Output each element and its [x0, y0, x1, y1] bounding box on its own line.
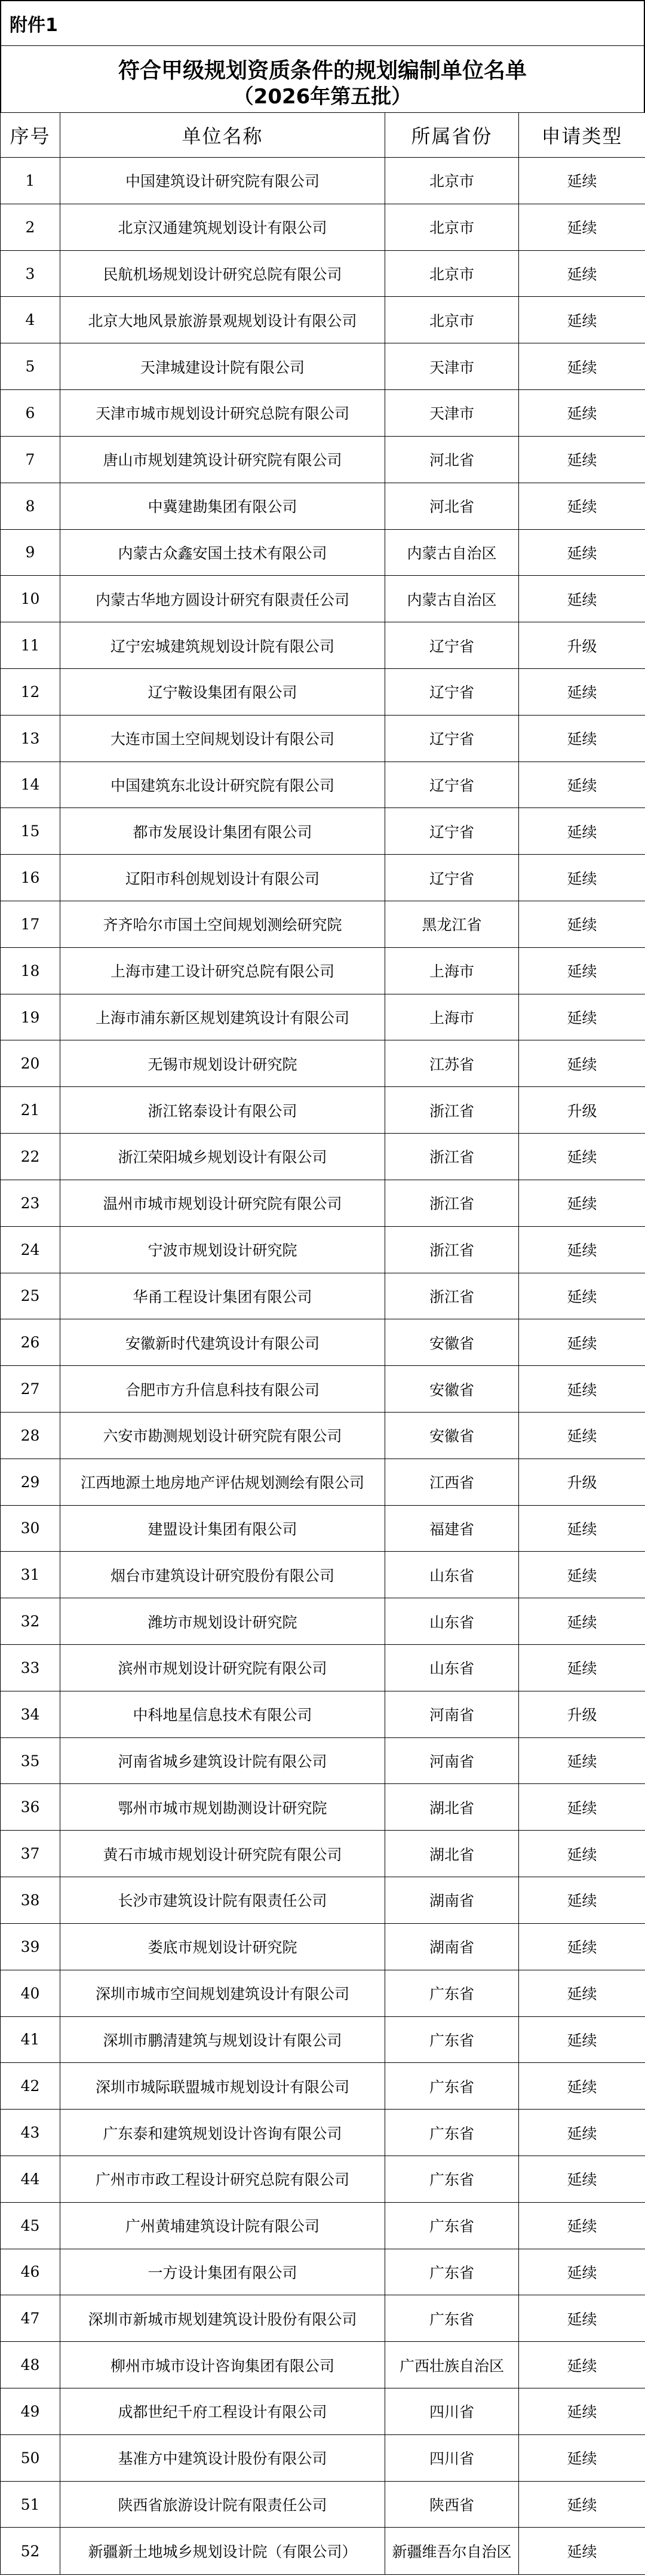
cell-unit-name: 宁波市规划设计研究院 — [60, 1226, 385, 1273]
cell-province: 四川省 — [385, 2388, 519, 2435]
cell-province: 广东省 — [385, 2202, 519, 2249]
cell-serial-number: 17 — [1, 901, 60, 948]
cell-province: 浙江省 — [385, 1226, 519, 1273]
cell-province: 辽宁省 — [385, 668, 519, 715]
table-header-row — [1, 113, 645, 158]
cell-application-type: 延续 — [519, 1598, 645, 1645]
table-row — [1, 158, 645, 204]
cell-application-type: 延续 — [519, 1505, 645, 1552]
table-row — [1, 2063, 645, 2110]
cell-serial-number: 19 — [1, 994, 60, 1040]
cell-unit-name: 江西地源土地房地产评估规划测绘有限公司 — [60, 1459, 385, 1505]
cell-unit-name: 辽宁宏城建筑规划设计院有限公司 — [60, 622, 385, 669]
cell-serial-number: 27 — [1, 1366, 60, 1413]
cell-province: 广东省 — [385, 2295, 519, 2342]
cell-province: 湖北省 — [385, 1784, 519, 1831]
cell-serial-number: 24 — [1, 1226, 60, 1273]
cell-province: 河南省 — [385, 1737, 519, 1784]
cell-province: 广东省 — [385, 2016, 519, 2063]
cell-unit-name: 内蒙古众鑫安国土技术有限公司 — [60, 529, 385, 576]
cell-unit-name: 基准方中建筑设计股份有限公司 — [60, 2434, 385, 2481]
cell-application-type: 延续 — [519, 2481, 645, 2528]
cell-application-type: 延续 — [519, 204, 645, 250]
header-application-type: 申请类型 — [519, 113, 645, 158]
cell-application-type: 延续 — [519, 2434, 645, 2481]
cell-unit-name: 齐齐哈尔市国土空间规划测绘研究院 — [60, 901, 385, 948]
table-row — [1, 436, 645, 483]
cell-application-type: 延续 — [519, 855, 645, 901]
cell-application-type: 延续 — [519, 390, 645, 437]
header-unit-name: 单位名称 — [60, 113, 385, 158]
cell-unit-name: 长沙市建筑设计院有限责任公司 — [60, 1877, 385, 1924]
cell-serial-number: 25 — [1, 1273, 60, 1319]
cell-application-type: 升级 — [519, 622, 645, 669]
cell-unit-name: 内蒙古华地方圆设计研究有限责任公司 — [60, 576, 385, 622]
table-row — [1, 390, 645, 437]
cell-application-type: 延续 — [519, 1831, 645, 1877]
cell-application-type: 延续 — [519, 1180, 645, 1226]
cell-province: 辽宁省 — [385, 762, 519, 808]
cell-unit-name: 北京汉通建筑规划设计有限公司 — [60, 204, 385, 250]
table-row — [1, 1412, 645, 1459]
cell-unit-name: 潍坊市规划设计研究院 — [60, 1598, 385, 1645]
cell-province: 湖南省 — [385, 1877, 519, 1924]
table-row — [1, 2249, 645, 2295]
header-province: 所属省份 — [385, 113, 519, 158]
cell-unit-name: 无锡市规划设计研究院 — [60, 1040, 385, 1087]
table-row — [1, 2481, 645, 2528]
cell-unit-name: 广州黄埔建筑设计院有限公司 — [60, 2202, 385, 2249]
cell-unit-name: 深圳市城际联盟城市规划设计有限公司 — [60, 2063, 385, 2110]
cell-serial-number: 44 — [1, 2156, 60, 2202]
cell-serial-number: 36 — [1, 1784, 60, 1831]
cell-serial-number: 39 — [1, 1923, 60, 1970]
cell-province: 广东省 — [385, 2063, 519, 2110]
cell-unit-name: 成都世纪千府工程设计有限公司 — [60, 2388, 385, 2435]
cell-application-type: 延续 — [519, 1737, 645, 1784]
table-row — [1, 622, 645, 669]
cell-application-type: 延续 — [519, 1319, 645, 1366]
cell-serial-number: 4 — [1, 297, 60, 343]
cell-unit-name: 中科地星信息技术有限公司 — [60, 1691, 385, 1737]
cell-serial-number: 43 — [1, 2110, 60, 2156]
cell-serial-number: 14 — [1, 762, 60, 808]
cell-application-type: 延续 — [519, 250, 645, 297]
cell-unit-name: 浙江铭泰设计有限公司 — [60, 1087, 385, 1134]
cell-province: 湖北省 — [385, 1831, 519, 1877]
cell-application-type: 延续 — [519, 1412, 645, 1459]
table-row — [1, 297, 645, 343]
cell-serial-number: 2 — [1, 204, 60, 250]
cell-province: 北京市 — [385, 158, 519, 204]
cell-application-type: 延续 — [519, 762, 645, 808]
table-row — [1, 855, 645, 901]
table-row — [1, 483, 645, 529]
cell-serial-number: 40 — [1, 1970, 60, 2016]
cell-application-type: 延续 — [519, 1552, 645, 1598]
cell-province: 北京市 — [385, 250, 519, 297]
cell-unit-name: 深圳市新城市规划建筑设计股份有限公司 — [60, 2295, 385, 2342]
table-row — [1, 1970, 645, 2016]
cell-unit-name: 上海市浦东新区规划建筑设计有限公司 — [60, 994, 385, 1040]
cell-province: 辽宁省 — [385, 855, 519, 901]
cell-serial-number: 12 — [1, 668, 60, 715]
table-row — [1, 2156, 645, 2202]
cell-province: 广东省 — [385, 2110, 519, 2156]
cell-unit-name: 烟台市建筑设计研究股份有限公司 — [60, 1552, 385, 1598]
cell-application-type: 延续 — [519, 1040, 645, 1087]
cell-province: 广西壮族自治区 — [385, 2342, 519, 2388]
cell-unit-name: 辽宁鞍设集团有限公司 — [60, 668, 385, 715]
cell-province: 浙江省 — [385, 1180, 519, 1226]
cell-province: 陕西省 — [385, 2481, 519, 2528]
cell-unit-name: 中国建筑东北设计研究院有限公司 — [60, 762, 385, 808]
cell-unit-name: 辽阳市科创规划设计有限公司 — [60, 855, 385, 901]
cell-serial-number: 1 — [1, 158, 60, 204]
roster-table — [0, 112, 645, 2575]
cell-application-type: 延续 — [519, 808, 645, 855]
cell-serial-number: 21 — [1, 1087, 60, 1134]
cell-serial-number: 23 — [1, 1180, 60, 1226]
cell-province: 内蒙古自治区 — [385, 529, 519, 576]
cell-serial-number: 48 — [1, 2342, 60, 2388]
cell-application-type: 升级 — [519, 1087, 645, 1134]
cell-serial-number: 45 — [1, 2202, 60, 2249]
cell-unit-name: 中国建筑设计研究院有限公司 — [60, 158, 385, 204]
table-row — [1, 2434, 645, 2481]
cell-application-type: 延续 — [519, 1366, 645, 1413]
cell-unit-name: 新疆新土地城乡规划设计院（有限公司） — [60, 2528, 385, 2575]
cell-serial-number: 47 — [1, 2295, 60, 2342]
cell-application-type: 延续 — [519, 947, 645, 994]
table-row — [1, 1273, 645, 1319]
table-row — [1, 204, 645, 250]
table-row — [1, 1087, 645, 1134]
cell-application-type: 延续 — [519, 994, 645, 1040]
cell-province: 浙江省 — [385, 1134, 519, 1180]
cell-application-type: 延续 — [519, 2528, 645, 2575]
cell-unit-name: 鄂州市城市规划勘测设计研究院 — [60, 1784, 385, 1831]
cell-unit-name: 黄石市城市规划设计研究院有限公司 — [60, 1831, 385, 1877]
table-row — [1, 901, 645, 948]
cell-province: 浙江省 — [385, 1273, 519, 1319]
cell-province: 辽宁省 — [385, 808, 519, 855]
cell-application-type: 延续 — [519, 2388, 645, 2435]
cell-serial-number: 37 — [1, 1831, 60, 1877]
cell-application-type: 延续 — [519, 2156, 645, 2202]
cell-province: 浙江省 — [385, 1087, 519, 1134]
cell-serial-number: 38 — [1, 1877, 60, 1924]
cell-province: 天津市 — [385, 343, 519, 390]
cell-province: 江苏省 — [385, 1040, 519, 1087]
cell-serial-number: 16 — [1, 855, 60, 901]
cell-province: 安徽省 — [385, 1412, 519, 1459]
cell-serial-number: 30 — [1, 1505, 60, 1552]
table-row — [1, 668, 645, 715]
cell-application-type: 延续 — [519, 2063, 645, 2110]
cell-unit-name: 浙江荣阳城乡规划设计有限公司 — [60, 1134, 385, 1180]
document-subtitle: （2026年第五批） — [233, 85, 412, 109]
cell-province: 上海市 — [385, 994, 519, 1040]
table-row — [1, 1459, 645, 1505]
cell-application-type: 延续 — [519, 576, 645, 622]
table-row — [1, 715, 645, 762]
cell-serial-number: 31 — [1, 1552, 60, 1598]
cell-application-type: 升级 — [519, 1459, 645, 1505]
cell-application-type: 延续 — [519, 158, 645, 204]
cell-unit-name: 河南省城乡建筑设计院有限公司 — [60, 1737, 385, 1784]
table-row — [1, 947, 645, 994]
cell-unit-name: 安徽新时代建筑设计有限公司 — [60, 1319, 385, 1366]
cell-unit-name: 深圳市城市空间规划建筑设计有限公司 — [60, 1970, 385, 2016]
cell-province: 新疆维吾尔自治区 — [385, 2528, 519, 2575]
cell-application-type: 延续 — [519, 1226, 645, 1273]
table-row — [1, 1366, 645, 1413]
table-row — [1, 1552, 645, 1598]
table-row — [1, 343, 645, 390]
cell-serial-number: 46 — [1, 2249, 60, 2295]
cell-application-type: 延续 — [519, 1273, 645, 1319]
cell-application-type: 延续 — [519, 1134, 645, 1180]
cell-application-type: 延续 — [519, 1923, 645, 1970]
cell-province: 安徽省 — [385, 1319, 519, 1366]
table-row — [1, 808, 645, 855]
cell-province: 上海市 — [385, 947, 519, 994]
cell-unit-name: 娄底市规划设计研究院 — [60, 1923, 385, 1970]
cell-unit-name: 北京大地风景旅游景观规划设计有限公司 — [60, 297, 385, 343]
cell-province: 山东省 — [385, 1645, 519, 1691]
cell-unit-name: 中冀建勘集团有限公司 — [60, 483, 385, 529]
cell-serial-number: 5 — [1, 343, 60, 390]
cell-serial-number: 33 — [1, 1645, 60, 1691]
cell-unit-name: 柳州市城市设计咨询集团有限公司 — [60, 2342, 385, 2388]
title-block — [0, 45, 645, 112]
cell-unit-name: 一方设计集团有限公司 — [60, 2249, 385, 2295]
cell-serial-number: 18 — [1, 947, 60, 994]
cell-serial-number: 29 — [1, 1459, 60, 1505]
cell-serial-number: 28 — [1, 1412, 60, 1459]
cell-province: 湖南省 — [385, 1923, 519, 1970]
cell-application-type: 延续 — [519, 343, 645, 390]
header-serial-number: 序号 — [1, 113, 60, 158]
cell-application-type: 延续 — [519, 715, 645, 762]
cell-unit-name: 滨州市规划设计研究院有限公司 — [60, 1645, 385, 1691]
table-row — [1, 1134, 645, 1180]
cell-unit-name: 大连市国土空间规划设计有限公司 — [60, 715, 385, 762]
cell-application-type: 升级 — [519, 1691, 645, 1737]
cell-unit-name: 建盟设计集团有限公司 — [60, 1505, 385, 1552]
cell-serial-number: 41 — [1, 2016, 60, 2063]
cell-unit-name: 合肥市方升信息科技有限公司 — [60, 1366, 385, 1413]
cell-unit-name: 民航机场规划设计研究总院有限公司 — [60, 250, 385, 297]
cell-province: 广东省 — [385, 2249, 519, 2295]
table-row — [1, 1226, 645, 1273]
table-row — [1, 2110, 645, 2156]
cell-serial-number: 34 — [1, 1691, 60, 1737]
table-row — [1, 2342, 645, 2388]
cell-province: 山东省 — [385, 1598, 519, 1645]
cell-province: 河南省 — [385, 1691, 519, 1737]
cell-serial-number: 35 — [1, 1737, 60, 1784]
cell-unit-name: 深圳市鹏清建筑与规划设计有限公司 — [60, 2016, 385, 2063]
table-row — [1, 1598, 645, 1645]
cell-serial-number: 6 — [1, 390, 60, 437]
cell-application-type: 延续 — [519, 436, 645, 483]
cell-serial-number: 10 — [1, 576, 60, 622]
table-row — [1, 2202, 645, 2249]
cell-application-type: 延续 — [519, 2110, 645, 2156]
cell-serial-number: 9 — [1, 529, 60, 576]
cell-province: 山东省 — [385, 1552, 519, 1598]
cell-application-type: 延续 — [519, 2202, 645, 2249]
cell-unit-name: 温州市城市规划设计研究院有限公司 — [60, 1180, 385, 1226]
cell-unit-name: 华甬工程设计集团有限公司 — [60, 1273, 385, 1319]
cell-serial-number: 20 — [1, 1040, 60, 1087]
table-row — [1, 2528, 645, 2575]
cell-application-type: 延续 — [519, 483, 645, 529]
cell-province: 福建省 — [385, 1505, 519, 1552]
cell-province: 四川省 — [385, 2434, 519, 2481]
cell-province: 黑龙江省 — [385, 901, 519, 948]
cell-province: 广东省 — [385, 2156, 519, 2202]
cell-application-type: 延续 — [519, 2249, 645, 2295]
cell-serial-number: 32 — [1, 1598, 60, 1645]
cell-application-type: 延续 — [519, 2295, 645, 2342]
cell-province: 北京市 — [385, 297, 519, 343]
table-row — [1, 529, 645, 576]
cell-province: 北京市 — [385, 204, 519, 250]
cell-application-type: 延续 — [519, 529, 645, 576]
cell-unit-name: 上海市建工设计研究总院有限公司 — [60, 947, 385, 994]
table-row — [1, 1923, 645, 1970]
table-row — [1, 1319, 645, 1366]
cell-serial-number: 52 — [1, 2528, 60, 2575]
cell-application-type: 延续 — [519, 297, 645, 343]
table-row — [1, 1180, 645, 1226]
cell-province: 广东省 — [385, 1970, 519, 2016]
table-row — [1, 576, 645, 622]
table-row — [1, 2295, 645, 2342]
cell-serial-number: 8 — [1, 483, 60, 529]
table-row — [1, 250, 645, 297]
cell-province: 河北省 — [385, 483, 519, 529]
cell-serial-number: 26 — [1, 1319, 60, 1366]
cell-application-type: 延续 — [519, 2016, 645, 2063]
cell-unit-name: 陕西省旅游设计院有限责任公司 — [60, 2481, 385, 2528]
table-row — [1, 1877, 645, 1924]
cell-serial-number: 42 — [1, 2063, 60, 2110]
cell-serial-number: 7 — [1, 436, 60, 483]
cell-unit-name: 天津城建设计院有限公司 — [60, 343, 385, 390]
cell-province: 安徽省 — [385, 1366, 519, 1413]
cell-application-type: 延续 — [519, 668, 645, 715]
cell-application-type: 延续 — [519, 1877, 645, 1924]
cell-unit-name: 广州市市政工程设计研究总院有限公司 — [60, 2156, 385, 2202]
table-row — [1, 1737, 645, 1784]
table-row — [1, 1831, 645, 1877]
table-row — [1, 1691, 645, 1737]
cell-application-type: 延续 — [519, 1970, 645, 2016]
cell-application-type: 延续 — [519, 1645, 645, 1691]
cell-serial-number: 3 — [1, 250, 60, 297]
cell-unit-name: 广东泰和建筑规划设计咨询有限公司 — [60, 2110, 385, 2156]
cell-unit-name: 六安市勘测规划设计研究院有限公司 — [60, 1412, 385, 1459]
cell-serial-number: 22 — [1, 1134, 60, 1180]
cell-serial-number: 51 — [1, 2481, 60, 2528]
attachment-label: 附件1 — [0, 0, 645, 46]
table-row — [1, 2016, 645, 2063]
cell-serial-number: 11 — [1, 622, 60, 669]
document-title: 符合甲级规划资质条件的规划编制单位名单 — [118, 59, 527, 83]
cell-serial-number: 15 — [1, 808, 60, 855]
cell-province: 辽宁省 — [385, 715, 519, 762]
cell-unit-name: 天津市城市规划设计研究总院有限公司 — [60, 390, 385, 437]
cell-application-type: 延续 — [519, 901, 645, 948]
table-row — [1, 994, 645, 1040]
table-row — [1, 1505, 645, 1552]
table-body — [1, 158, 645, 2575]
table-row — [1, 2388, 645, 2435]
cell-province: 内蒙古自治区 — [385, 576, 519, 622]
cell-unit-name: 都市发展设计集团有限公司 — [60, 808, 385, 855]
cell-serial-number: 49 — [1, 2388, 60, 2435]
table-row — [1, 1040, 645, 1087]
cell-serial-number: 50 — [1, 2434, 60, 2481]
cell-application-type: 延续 — [519, 1784, 645, 1831]
table-row — [1, 1645, 645, 1691]
cell-province: 江西省 — [385, 1459, 519, 1505]
table-row — [1, 762, 645, 808]
cell-province: 河北省 — [385, 436, 519, 483]
cell-application-type: 延续 — [519, 2342, 645, 2388]
cell-serial-number: 13 — [1, 715, 60, 762]
cell-province: 辽宁省 — [385, 622, 519, 669]
cell-unit-name: 唐山市规划建筑设计研究院有限公司 — [60, 436, 385, 483]
cell-province: 天津市 — [385, 390, 519, 437]
table-row — [1, 1784, 645, 1831]
